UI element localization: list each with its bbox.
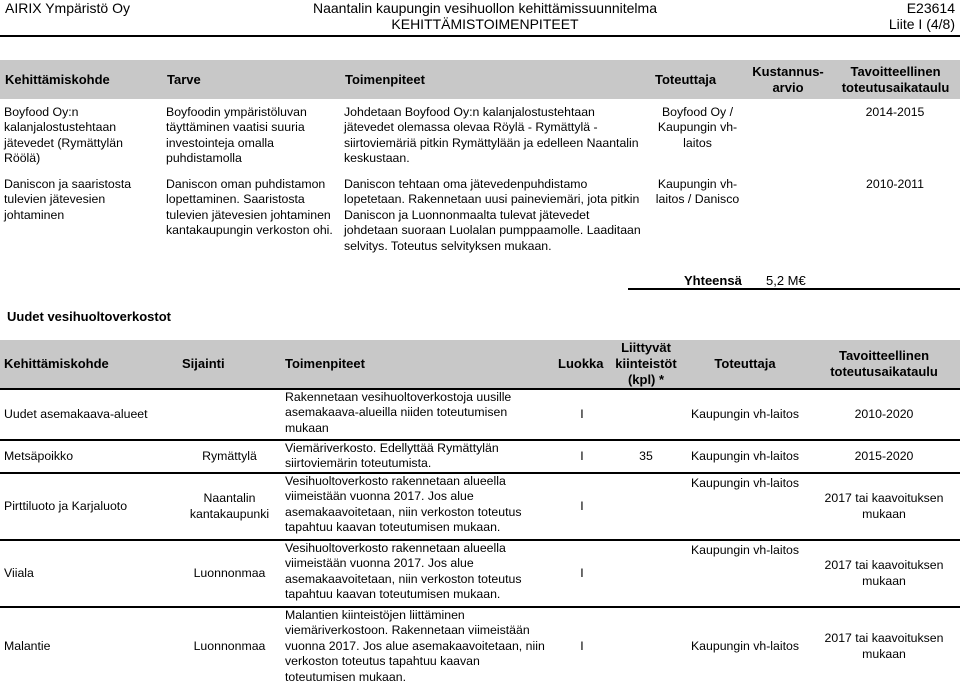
cell-kustannus [745,172,830,267]
cell-toimenpiteet: Johdetaan Boyfood Oy:n kalanjalostustehtaan jätevedet olemassa olevaa Röylä - Rymättylä - siirtoviemäriä pitkin Rymättylään ja edelleen Naantalin keskustaan. [340,100,650,172]
cell-aikataulu: 2014-2015 [830,100,960,172]
cell-sijainti: Rymättylä [178,440,281,473]
cell-toteuttaja: Kaupungin vh-laitos / Danisco [650,172,745,267]
document-subtitle: KEHITTÄMISTOIMENPITEET [391,16,579,32]
table-header-row [0,60,960,100]
table-row [0,389,960,440]
cell-toteuttaja: Kaupungin vh-laitos [682,473,808,540]
cell-toteuttaja: Boyfood Oy / Kaupungin vh-laitos [650,100,745,172]
cell-toimenpiteet: Vesihuoltoverkosto rakennetaan alueella viimeistään vuonna 2017. Jos alue asemakaavoitetaan, niin verkoston toteutus tapahtuu kaavan toteutumisen mukaan. [281,473,554,540]
cell-tarve: Boyfoodin ympäristöluvan täyttäminen vaatisi suuria investointeja omalla puhdistamolla [162,100,340,172]
cell-luokka: I [554,540,610,607]
col-header-toimenpiteet: Toimenpiteet [281,340,554,389]
col-header-luokka: Luokka [554,340,610,389]
cell-aikataulu: 2017 tai kaavoituksen mukaan [808,607,960,685]
cell-luokka: I [554,389,610,440]
cell-kiinteistot [610,540,682,607]
cell-luokka: I [554,440,610,473]
table-row [0,540,960,607]
cell-sijainti: Naantalin kantakaupunki [178,473,281,540]
section-title: Uudet vesihuoltoverkostot [7,309,171,324]
table-row [0,440,960,473]
development-table [0,60,960,268]
cell-aikataulu: 2010-2011 [830,172,960,267]
table-row [0,473,960,540]
cell-kiinteistot [610,473,682,540]
cell-luokka: I [554,473,610,540]
total-value: 5,2 M€ [766,273,806,288]
cell-sijainti: Luonnonmaa [178,607,281,685]
col-header-kustannus: Kustannus-arvio [745,60,830,100]
cell-toteuttaja: Kaupungin vh-laitos [682,440,808,473]
cell-kustannus [745,100,830,172]
cell-tarve: Daniscon oman puhdistamon lopettaminen. Saaristosta tulevien jätevesien johtaminen kantakaupungin verkoston ohi. [162,172,340,267]
cell-luokka: I [554,607,610,685]
project-number: E23614 [906,0,955,16]
col-header-aikataulu: Tavoitteellinen toteutusaikataulu [808,340,960,389]
cell-kohde: Viiala [0,540,178,607]
col-header-toteuttaja: Toteuttaja [650,60,745,100]
cell-sijainti [178,389,281,440]
cell-kiinteistot: 35 [610,440,682,473]
table-row [0,100,960,172]
col-header-tarve: Tarve [162,60,340,100]
table-row [0,607,960,685]
document-title: Naantalin kaupungin vesihuollon kehittämissuunnitelma [313,0,657,16]
cell-sijainti: Luonnonmaa [178,540,281,607]
networks-table [0,340,960,685]
company-name: AIRIX Ympäristö Oy [5,0,131,16]
cell-toimenpiteet: Viemäriverkosto. Edellyttää Rymättylän siirtoviemärin toteutumista. [281,440,554,473]
cell-kohde: Uudet asemakaava-alueet [0,389,178,440]
total-divider [628,288,960,290]
cell-kohde: Pirttiluoto ja Karjaluoto [0,473,178,540]
cell-kohde: Malantie [0,607,178,685]
cell-kohde: Daniscon ja saaristosta tulevien jätevesien johtaminen [0,172,162,267]
col-header-aikataulu: Tavoitteellinen toteutusaikataulu [830,60,960,100]
col-header-kohde: Kehittämiskohde [0,60,162,100]
cell-kohde: Boyfood Oy:n kalanjalostustehtaan jätevedet (Rymättylän Röölä) [0,100,162,172]
cell-aikataulu: 2015-2020 [808,440,960,473]
cell-kiinteistot [610,607,682,685]
cell-toimenpiteet: Malantien kiinteistöjen liittäminen viemäriverkostoon. Rakennetaan viimeistään vuonna 2017. Jos alue asemakaavoitetaan, niin verkoston toteutus tapahtuu kaavan toteutumisen mukaan. [281,607,554,685]
page-header [0,0,960,34]
col-header-toteuttaja: Toteuttaja [682,340,808,389]
cell-toimenpiteet: Rakennetaan vesihuoltoverkostoja uusille asemakaava-alueilla niiden toteutumisen mukaan [281,389,554,440]
table-row [0,172,960,267]
cell-kohde: Metsäpoikko [0,440,178,473]
col-header-toimenpiteet: Toimenpiteet [340,60,650,100]
total-label: Yhteensä [684,273,742,288]
cell-kiinteistot [610,389,682,440]
cell-aikataulu: 2017 tai kaavoituksen mukaan [808,473,960,540]
col-header-sijainti: Sijainti [178,340,281,389]
table-header-row [0,340,960,389]
cell-aikataulu: 2010-2020 [808,389,960,440]
col-header-kohde: Kehittämiskohde [0,340,178,389]
cell-toteuttaja: Kaupungin vh-laitos [682,607,808,685]
cell-toimenpiteet: Daniscon tehtaan oma jätevedenpuhdistamo lopetetaan. Rakennetaan uusi paineviemäri, jota pitkin Daniscon ja Luonnonmaalta tulevat jätevedet johdetaan suoraan Luolalan pumppaamolle. Laaditaan selvitys. Toteutus selvityksen mukaan. [340,172,650,267]
cell-toimenpiteet: Vesihuoltoverkosto rakennetaan alueella viimeistään vuonna 2017. Jos alue asemakaavoitetaan, niin verkoston toteutus tapahtuu kaavan toteutumisen mukaan. [281,540,554,607]
header-divider [0,35,960,37]
cell-aikataulu: 2017 tai kaavoituksen mukaan [808,540,960,607]
appendix-page: Liite I (4/8) [888,16,955,32]
cell-toteuttaja: Kaupungin vh-laitos [682,389,808,440]
col-header-kiinteistot: Liittyvät kiinteistöt (kpl) * [610,340,682,389]
cell-toteuttaja: Kaupungin vh-laitos [682,540,808,607]
